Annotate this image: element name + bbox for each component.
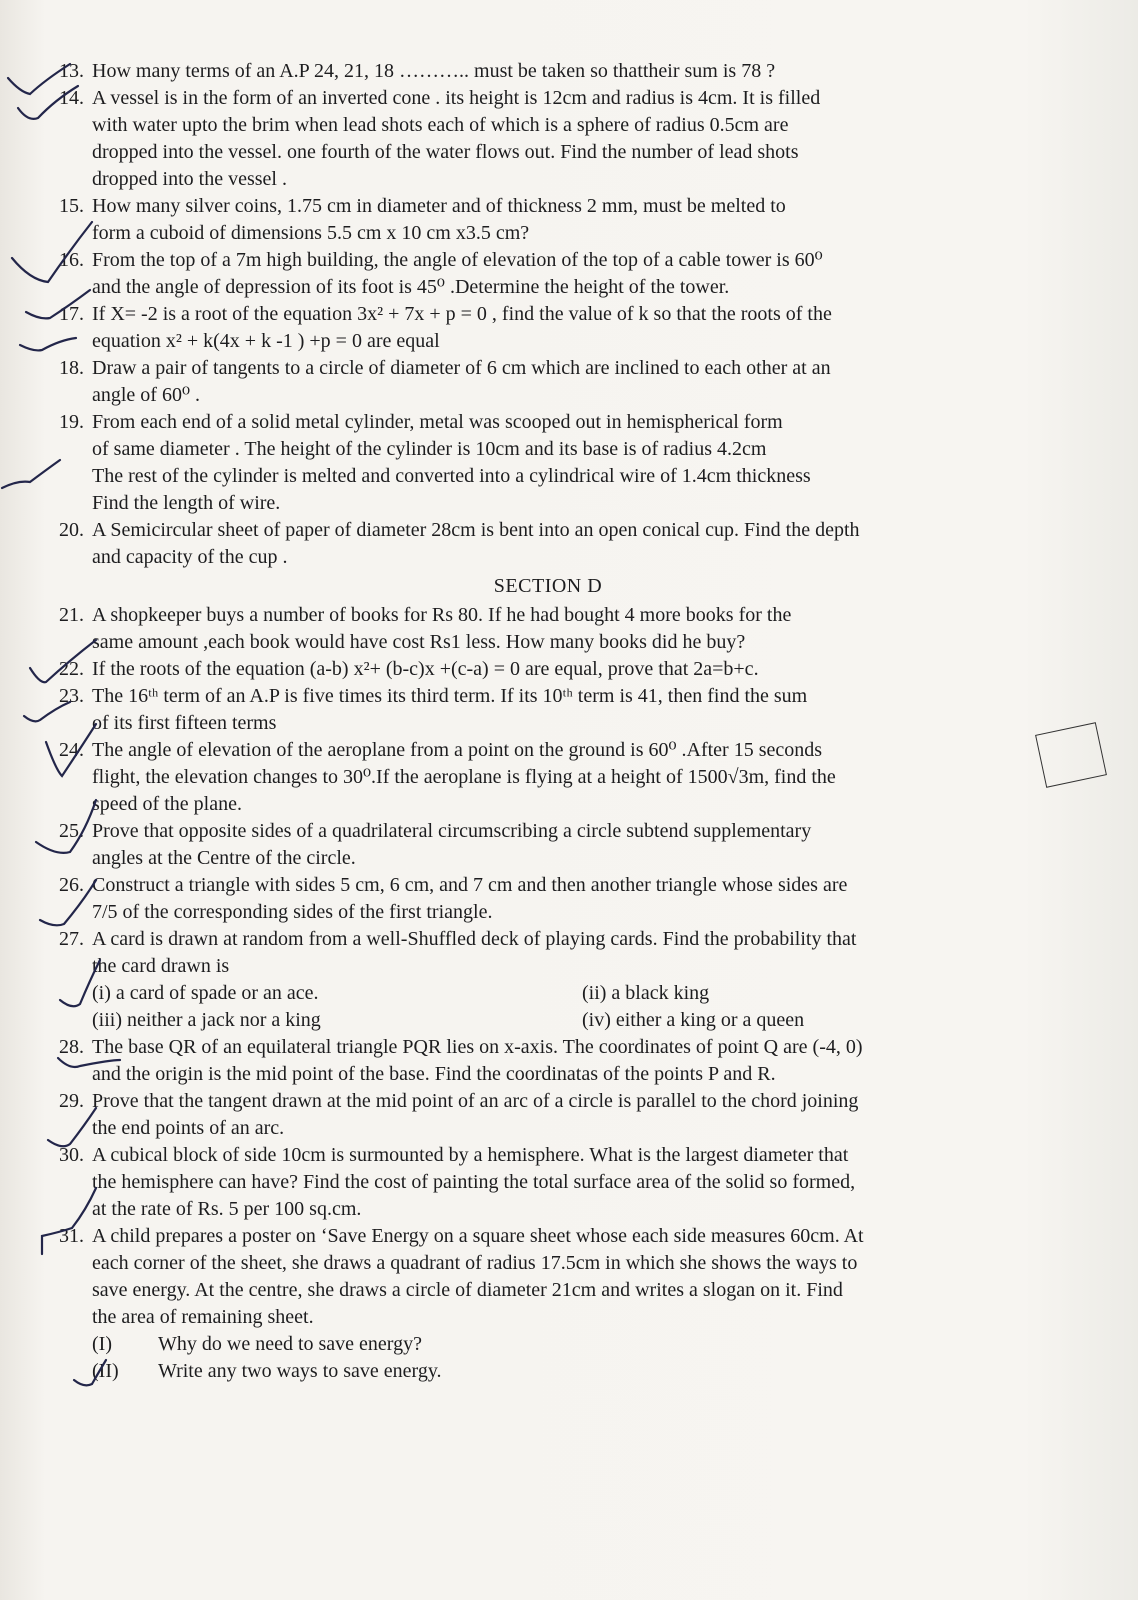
question-number: 30. [59,1144,84,1166]
question-number: 28. [59,1036,84,1058]
q31-sub-1-label: (I) [92,1333,112,1355]
question-number: 29. [59,1090,84,1112]
question-line: Construct a triangle with sides 5 cm, 6 cm, and 7 cm and then another triangle whose sides are [92,874,848,896]
question-number: 31. [59,1225,84,1247]
question-line: each corner of the sheet, she draws a quadrant of radius 17.5cm in which she shows the ways to [92,1252,858,1274]
question-line: How many silver coins, 1.75 cm in diameter and of thickness 2 mm, must be melted to [92,195,786,217]
question-line: Find the length of wire. [92,492,281,514]
question-line: form a cuboid of dimensions 5.5 cm x 10 cm x3.5 cm? [92,222,530,244]
question-line: dropped into the vessel . [92,168,287,190]
question-line: dropped into the vessel. one fourth of the water flows out. Find the number of lead shots [92,141,799,163]
question-number: 16. [59,249,84,271]
question-line: If the roots of the equation (a-b) x²+ (b-c)x +(c-a) = 0 are equal, prove that 2a=b+c. [92,658,759,680]
tick-mark-29 [42,1188,96,1254]
tick-mark-14 [18,86,78,119]
tick-mark-17 [20,338,76,350]
question-line: A vessel is in the form of an inverted cone . its height is 12cm and radius is 4cm. It is filled [92,87,821,109]
question-number: 26. [59,874,84,896]
question-line: at the rate of Rs. 5 per 100 sq.cm. [92,1198,362,1220]
tick-mark-24 [36,800,96,853]
q27-option-i: (i) a card of spade or an ace. [92,982,319,1004]
question-line: Draw a pair of tangents to a circle of diameter of 6 cm which are inclined to each other at an [92,357,831,379]
tick-mark-27 [58,1058,120,1067]
question-line: If X= -2 is a root of the equation 3x² + 7x + p = 0 , find the value of k so that the roots of the [92,303,832,325]
tick-mark-13 [8,64,70,94]
question-line: From the top of a 7m high building, the angle of elevation of the top of a cable tower is 60⁰ [92,249,823,271]
question-line: and the angle of depression of its foot is 45⁰ .Determine the height of the tower. [92,276,730,298]
question-number: 18. [59,357,84,379]
question-line: The 16ᵗʰ term of an A.P is five times its third term. If its 10ᵗʰ term is 41, then find the sum [92,685,808,707]
question-line: of its first fifteen terms [92,712,277,734]
q27-option-ii: (ii) a black king [582,982,710,1004]
tick-mark-28 [48,1108,96,1146]
question-number: 19. [59,411,84,433]
question-line: A Semicircular sheet of paper of diameter 28cm is bent into an open conical cup. Find the depth [92,519,860,541]
q27-option-iii: (iii) neither a jack nor a king [92,1009,321,1031]
question-line: The base QR of an equilateral triangle PQR lies on x-axis. The coordinates of point Q are (-4, 0) [92,1036,863,1058]
question-number: 27. [59,928,84,950]
question-line: A child prepares a poster on ‘Save Energy on a square sheet whose each side measures 60cm. At [92,1225,864,1247]
question-number: 22. [59,658,84,680]
question-line: From each end of a solid metal cylinder, metal was scooped out in hemispherical form [92,411,783,433]
tick-mark-23 [46,724,96,776]
question-line: the area of remaining sheet. [92,1306,314,1328]
question-line: A card is drawn at random from a well-Shuffled deck of playing cards. Find the probability that [92,928,857,950]
tick-mark-31 [74,1360,106,1385]
question-line: speed of the plane. [92,793,242,815]
tick-mark-21 [30,640,96,682]
question-line: angle of 60⁰ . [92,384,200,406]
section-heading: SECTION D [493,575,603,597]
question-number: 25. [59,820,84,842]
question-line: and the origin is the mid point of the base. Find the coordinatas of the points P and R. [92,1063,776,1085]
question-line: and capacity of the cup . [92,546,288,568]
tick-mark-22 [24,702,70,721]
question-line: save energy. At the centre, she draws a circle of diameter 21cm and writes a slogan on it. Find [92,1279,843,1301]
question-line: angles at the Centre of the circle. [92,847,356,869]
tick-mark-26 [60,960,100,1006]
question-line: A cubical block of side 10cm is surmounted by a hemisphere. What is the largest diameter that [92,1144,849,1166]
question-number: 13. [59,60,84,82]
question-line: of same diameter . The height of the cylinder is 10cm and its base is of radius 4.2cm [92,438,767,460]
question-number: 20. [59,519,84,541]
question-number: 15. [59,195,84,217]
question-number: 21. [59,604,84,626]
question-line: equation x² + k(4x + k -1 ) +p = 0 are equal [92,330,440,352]
q27-option-iv: (iv) either a king or a queen [582,1009,805,1031]
question-line: the hemisphere can have? Find the cost of painting the total surface area of the solid so formed, [92,1171,856,1193]
question-line: with water upto the brim when lead shots each of which is a sphere of radius 0.5cm are [92,114,789,136]
tick-mark-25 [40,880,96,925]
q31-sub-2-text: Write any two ways to save energy. [158,1360,442,1382]
question-number: 23. [59,685,84,707]
question-line: The rest of the cylinder is melted and converted into a cylindrical wire of 1.4cm thickness [92,465,811,487]
question-line: Prove that opposite sides of a quadrilateral circumscribing a circle subtend supplementary [92,820,812,842]
q31-sub-1-text: Why do we need to save energy? [158,1333,422,1355]
question-number: 24. [59,739,84,761]
question-number: 14. [59,87,84,109]
question-line: 7/5 of the corresponding sides of the first triangle. [92,901,493,923]
question-line: same amount ,each book would have cost Rs1 less. How many books did he buy? [92,631,746,653]
question-line: the end points of an arc. [92,1117,285,1139]
tick-mark-19 [2,460,60,488]
tick-mark-16 [26,290,90,318]
question-line: flight, the elevation changes to 30⁰.If the aeroplane is flying at a height of 1500√3m, find the [92,766,836,788]
question-line: How many terms of an A.P 24, 21, 18 ……….. must be taken so thattheir sum is 78 ? [92,60,776,82]
q31-sub-2-label: (II) [92,1360,119,1382]
question-line: the card drawn is [92,955,230,977]
question-line: The angle of elevation of the aeroplane from a point on the ground is 60⁰ .After 15 seconds [92,739,823,761]
question-line: Prove that the tangent drawn at the mid point of an arc of a circle is parallel to the chord joining [92,1090,859,1112]
tick-mark-15 [12,222,92,282]
question-number: 17. [59,303,84,325]
question-line: A shopkeeper buys a number of books for Rs 80. If he had bought 4 more books for the [92,604,792,626]
